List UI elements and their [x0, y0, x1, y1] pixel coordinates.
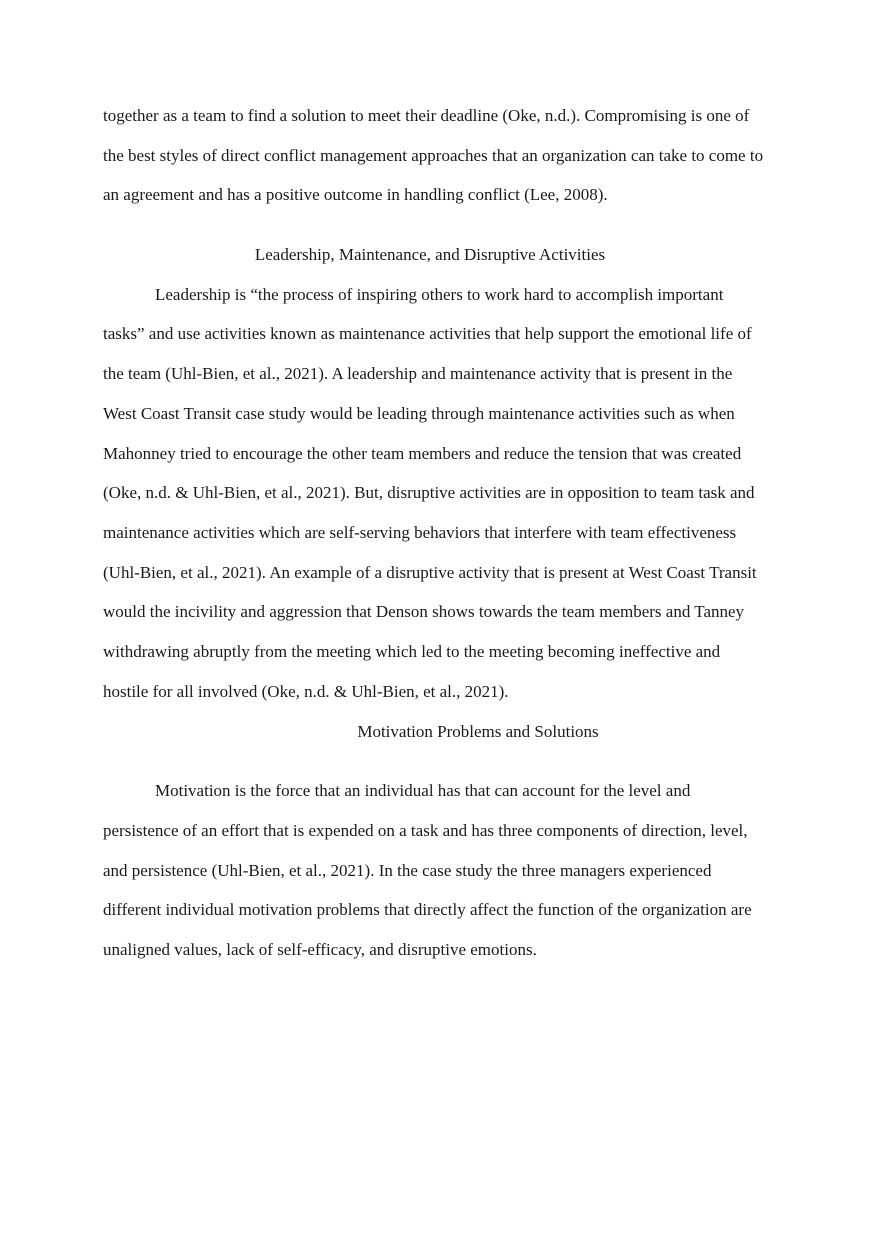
paragraph-line: withdrawing abruptly from the meeting which led to the meeting becoming ineffective and	[103, 642, 721, 661]
paragraph-line: (Uhl-Bien, et al., 2021). An example of a disruptive activity that is present at West Coast Transit	[103, 563, 757, 582]
paragraph-line: the team (Uhl-Bien, et al., 2021). A leadership and maintenance activity that is present in the	[103, 364, 733, 383]
paragraph-line: unaligned values, lack of self-efficacy, and disruptive emotions.	[103, 940, 537, 959]
paragraph-line: Leadership is “the process of inspiring others to work hard to accomplish important	[155, 285, 724, 304]
paragraph-line: hostile for all involved (Oke, n.d. & Uhl-Bien, et al., 2021).	[103, 682, 509, 701]
paragraph-line: persistence of an effort that is expended on a task and has three components of direction, level,	[103, 821, 748, 840]
paragraph-line: Mahonney tried to encourage the other team members and reduce the tension that was created	[103, 444, 742, 463]
section-heading-motivation: Motivation Problems and Solutions	[357, 722, 599, 741]
paragraph-line: together as a team to find a solution to meet their deadline (Oke, n.d.). Compromising is one of	[103, 106, 750, 125]
paragraph-line: (Oke, n.d. & Uhl-Bien, et al., 2021). But, disruptive activities are in opposition to team task and	[103, 483, 755, 502]
paragraph-line: tasks” and use activities known as maintenance activities that help support the emotional life of	[103, 324, 752, 343]
paragraph-line: an agreement and has a positive outcome in handling conflict (Lee, 2008).	[103, 185, 608, 204]
paragraph-line: the best styles of direct conflict management approaches that an organization can take to come to	[103, 146, 764, 165]
paragraph-line: West Coast Transit case study would be leading through maintenance activities such as when	[103, 404, 735, 423]
section-heading-leadership: Leadership, Maintenance, and Disruptive Activities	[254, 245, 606, 264]
paragraph-line: Motivation is the force that an individual has that can account for the level and	[155, 781, 691, 800]
paragraph-line: maintenance activities which are self-serving behaviors that interfere with team effectiveness	[103, 523, 737, 542]
paragraph-line: and persistence (Uhl-Bien, et al., 2021). In the case study the three managers experienced	[103, 861, 712, 880]
paragraph-line: would the incivility and aggression that Denson shows towards the team members and Tanney	[103, 602, 745, 621]
paragraph-line: different individual motivation problems that directly affect the function of the organization are	[103, 900, 752, 919]
